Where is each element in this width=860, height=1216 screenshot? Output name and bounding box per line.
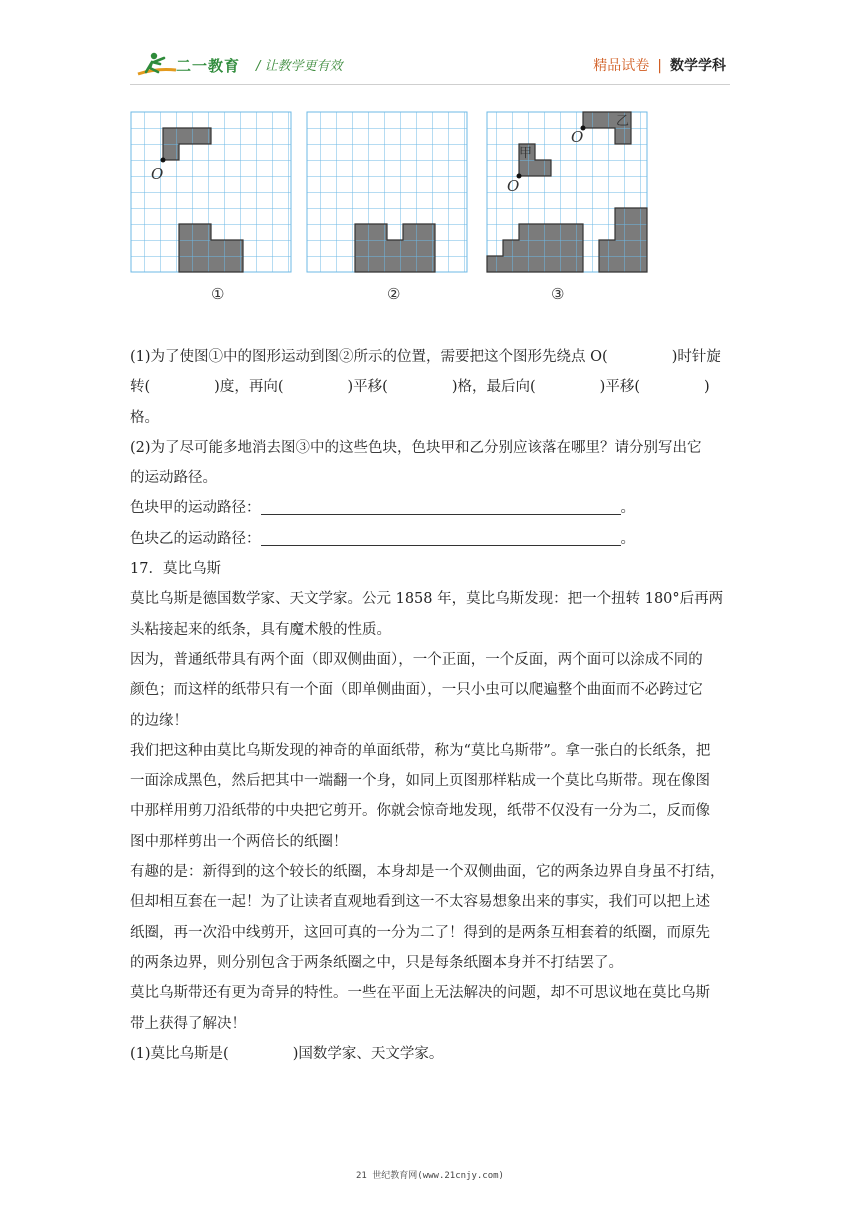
grid-figures: [0, 0, 860, 320]
q16-line-4: 的运动路径。: [130, 470, 217, 487]
q16-line-1: (1)为了使图①中的图形运动到图②所示的位置，需要把这个图形先绕点 O( )时针旋: [130, 349, 721, 365]
q17-para2-l2: 颜色；而这样的纸带只有一个面（即单侧曲面），一只小虫可以爬遍整个曲面而不必跨过它: [130, 682, 703, 699]
answer-line-b[interactable]: [261, 527, 621, 546]
q17-para3-l2: 一面涂成黑色，然后把其中一端翻一个身，如同上页图那样粘成一个莫比乌斯带。现在像图: [130, 773, 710, 790]
q17-para4-l3: 纸圈，再一次沿中线剪开，这回可真的一分为二了！得到的是两条互相套着的纸圈，而原先: [130, 924, 710, 941]
quality-label: 精品试卷: [593, 58, 650, 74]
page-footer: 21 世纪教育网(www.21cnjy.com): [356, 1171, 504, 1181]
q17-para1-l2: 头粘接起来的纸条，具有魔术般的性质。: [130, 621, 391, 638]
q17-title: 17．莫比乌斯: [130, 561, 221, 578]
subject-label: 数学学科: [670, 58, 726, 74]
q16-line-3: (2)为了尽可能多地消去图③中的这些色块，色块甲和乙分别应该落在哪里？请分别写出它: [130, 439, 702, 456]
figure-label-1: ①: [211, 285, 225, 303]
grid-2: [307, 112, 467, 272]
q17-para5-l2: 带上获得了解决！: [130, 1015, 246, 1032]
q16-path-b: 色块乙的运动路径： 。: [130, 524, 730, 554]
grid-1-point-o: [161, 158, 166, 163]
q17-para1-l1: 莫比乌斯是德国数学家、天文学家。公元 1858 年，莫比乌斯发现：把一个扭转 180°后再两: [130, 591, 724, 608]
q17-para2-l3: 的边缘！: [130, 712, 188, 729]
grid-3-o-b-label: O: [571, 128, 584, 146]
grid-3-o-a-label: O: [507, 177, 520, 195]
q17-para5-l1: 莫比乌斯带还有更为奇异的特性。一些在平面上无法解决的问题，却不可思议地在莫比乌斯: [130, 985, 710, 1002]
figure-label-3: ③: [551, 285, 565, 303]
header-separator: |: [657, 58, 662, 74]
brand-slogan: / 让教学更有效: [256, 59, 343, 74]
question-16: [130, 342, 730, 1069]
q17-para3-l1: 我们把这种由莫比乌斯发现的神奇的单面纸带，称为“莫比乌斯带”。拿一张白的长纸条，把: [130, 742, 711, 759]
grid-1-o-label: O: [151, 165, 164, 183]
q16-path-a: 色块甲的运动路径： 。: [130, 493, 730, 523]
answer-line-a[interactable]: [261, 496, 621, 515]
q17-para3-l3: 中那样用剪刀沿纸带的中央把它剪开。你就会惊奇地发现，纸带不仅没有一分为二，反而像: [130, 803, 710, 820]
q17-para4-l4: 的两条边界，则分别包含于两条纸圈之中，只是每条纸圈本身并不打结罢了。: [130, 954, 623, 971]
brand-name: 二一教育: [176, 57, 241, 75]
figure-label-2: ②: [387, 285, 401, 303]
piece-b-label: 乙: [616, 114, 630, 129]
q17-para3-l4: 图中那样剪出一个两倍长的纸圈！: [130, 833, 348, 850]
q17-para4-l1: 有趣的是：新得到的这个较长的纸圈，本身却是一个双侧曲面，它的两条边界自身虽不打结，: [130, 864, 725, 881]
q16-line-2: 转( )度，再向( )平移( )格，最后向( )平移( )格。: [130, 379, 710, 426]
grid-1: [131, 112, 291, 272]
q17-para2-l1: 因为，普通纸带具有两个面（即双侧曲面），一个正面，一个反面，两个面可以涂成不同的: [130, 651, 703, 668]
piece-a-label: 甲: [519, 146, 533, 161]
q17-para4-l2: 但却相互套在一起！为了让读者直观地看到这一不太容易想象出来的事实，我们可以把上述: [130, 894, 710, 911]
q17-question-1: (1)莫比乌斯是( )国数学家、天文学家。: [130, 1045, 444, 1062]
